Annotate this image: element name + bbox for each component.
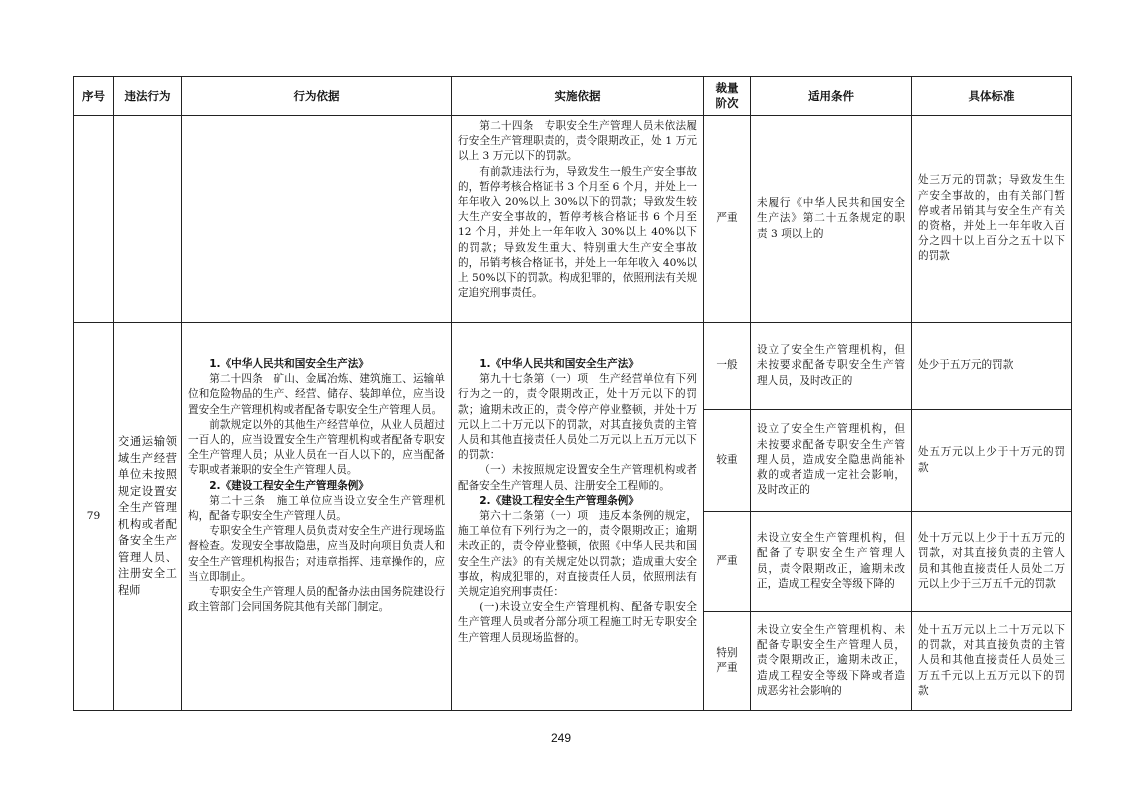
condition-cell — [751, 612, 912, 710]
basis-para: 前款规定以外的其他生产经营单位，从业人员超过一百人的，应当设置安全生产管理机构或者配备专职安全生产管理人员；从业人员在一百人以下的，应当配备专职或者兼职的安全生产管理人员。 — [188, 418, 445, 477]
impl-para: 第六十二条第（一）项 违反本条例的规定，施工单位有下列行为之一的，责令限期改正；逾期未改正的，责令停业整顿，依照《中华人民共和国安全生产法》的有关规定处以罚款；造成重大安全事故，构成犯罪的，对直接责任人员，依照刑法有关规定追究刑事责任： — [458, 510, 697, 599]
violation-cell — [114, 323, 182, 710]
standard-cell — [912, 323, 1071, 410]
level-cell: 较重 — [704, 410, 751, 512]
impl-heading: 2.《建设工程安全生产管理条例》 — [479, 494, 639, 507]
cont-implementation-cell — [452, 116, 704, 323]
standard-text: 处十万元以上少于十五万元的罚款，对其直接负责的主管人员和其他直接责任人员处二万元以上少于三万五千元的罚款 — [918, 532, 1065, 590]
standard-cell — [912, 410, 1071, 512]
basis-para: 专职安全生产管理人员负责对安全生产进行现场监督检查。发现安全事故隐患，应当及时向项目负责人和安全生产管理机构报告；对违章指挥、违章操作的，应当立即制止。 — [188, 525, 445, 583]
basis-heading: 1.《中华人民共和国安全生产法》 — [209, 358, 369, 370]
basis-para: 第二十三条 施工单位应当设立安全生产管理机构，配备专职安全生产管理人员。 — [188, 494, 445, 523]
standard-text: 处少于五万元的罚款 — [918, 359, 1014, 372]
impl-para: （一）未按照规定设置安全生产管理机构或者配备安全生产管理人员、注册安全工程师的。 — [458, 464, 697, 492]
standard-text: 处十五万元以上二十万元以下的罚款，对其直接负责的主管人员和其他直接责任人员处三万五千元以上五万元以下的罚款 — [918, 623, 1065, 697]
basis-para: 第二十四条 矿山、金属冶炼、建筑施工、运输单位和危险物品的生产、经营、储存、装卸单位，应当设置安全生产管理机构或者配备专职安全生产管理人员。 — [188, 373, 445, 416]
condition-text: 未设立安全生产管理机构，但配备了专职安全生产管理人员，责令限期改正，逾期未改正，造成工程安全等级下降的 — [757, 532, 905, 590]
standard-cell — [912, 512, 1071, 612]
cont-level-cell: 严重 — [704, 116, 751, 323]
header-basis: 行为依据 — [182, 77, 452, 116]
condition-cell — [751, 410, 912, 512]
header-implementation: 实施依据 — [452, 77, 704, 116]
condition-text: 设立了安全生产管理机构，但未按要求配备专职安全生产管理人员，及时改正的 — [757, 344, 905, 387]
header-level: 裁量 阶次 — [704, 77, 751, 116]
level-cell: 严重 — [704, 512, 751, 612]
basis-cell — [182, 323, 452, 710]
condition-text: 未设立安全生产管理机构、未配备专职安全生产管理人员，责令限期改正，逾期未改正，造成工程安全等级下降或者造成恶劣社会影响的 — [757, 623, 905, 697]
cont-basis-cell — [182, 116, 452, 323]
cont-impl-para: 有前款违法行为，导致发生一般生产安全事故的，暂停考核合格证书 3 个月至 6 个月，并处上一年年收入 20%以上 30%以下的罚款；导致发生较大生产安全事故的，暂停考核合格证书 6 个月至 12 个月，并处上一年年收入 30%以上 40%以下的罚款；导致发生重大、特别重大生产安全事故的，吊销考核合格证书，并处上一年年收入 40%以上 50%以下的罚款。构成犯罪的，依照刑法有关规定追究刑事责任。 — [458, 165, 697, 300]
impl-heading: 1.《中华人民共和国安全生产法》 — [479, 358, 639, 370]
penalty-table — [73, 76, 1072, 711]
level-cell: 特别 严重 — [704, 612, 751, 710]
level-cell: 一般 — [704, 323, 751, 410]
cont-impl-para: 第二十四条 专职安全生产管理人员未依法履行安全生产管理职责的，责令限期改正，处 1 万元以上 3 万元以下的罚款。 — [458, 120, 697, 163]
cont-no-cell — [74, 116, 114, 323]
header-no: 序号 — [74, 77, 114, 116]
header-violation: 违法行为 — [114, 77, 182, 116]
basis-para: 专职安全生产管理人员的配备办法由国务院建设行政主管部门会同国务院其他有关部门制定。 — [188, 586, 445, 614]
cont-standard-text: 处三万元的罚款；导致发生生产安全事故的，由有关部门暂停或者吊销其与安全生产有关的资格，并处上一年年收入百分之四十以上百分之五十以下的罚款 — [918, 174, 1065, 263]
implementation-cell — [452, 323, 704, 710]
impl-para: (一)未设立安全生产管理机构、配备专职安全生产管理人员或者分部分项工程施工时无专职安全生产管理人员现场监督的。 — [458, 601, 697, 644]
cont-condition-cell — [751, 116, 912, 323]
cont-condition-text: 未履行《中华人民共和国安全生产法》第二十五条规定的职责 3 项以上的 — [757, 197, 905, 240]
violation-text: 交通运输领域生产经营单位未按照规定设置安全生产管理机构或者配备安全生产管理人员、注册安全工程师 — [118, 435, 177, 597]
row-number-cell: 79 — [74, 323, 114, 710]
standard-cell — [912, 612, 1071, 710]
basis-heading: 2.《建设工程安全生产管理条例》 — [209, 479, 369, 492]
standard-text: 处五万元以上少于十万元的罚款 — [918, 446, 1065, 474]
cont-standard-cell — [912, 116, 1071, 323]
condition-text: 设立了安全生产管理机构，但未按要求配备专职安全生产管理人员，造成安全隐患尚能补救的或者造成一定社会影响，及时改正的 — [757, 423, 905, 497]
header-condition: 适用条件 — [751, 77, 912, 116]
header-standard: 具体标准 — [912, 77, 1071, 116]
impl-para: 第九十七条第（一）项 生产经营单位有下列行为之一的，责令限期改正，处十万元以下的罚款；逾期未改正的，责令停产停业整顿，并处十万元以上二十万元以下的罚款，对其直接负责的主管人员和其他直接责任人员处二万元以上五万元以下的罚款： — [458, 373, 697, 462]
page-number: 249 — [550, 731, 572, 745]
cont-violation-cell — [114, 116, 182, 323]
condition-cell — [751, 512, 912, 612]
condition-cell — [751, 323, 912, 410]
